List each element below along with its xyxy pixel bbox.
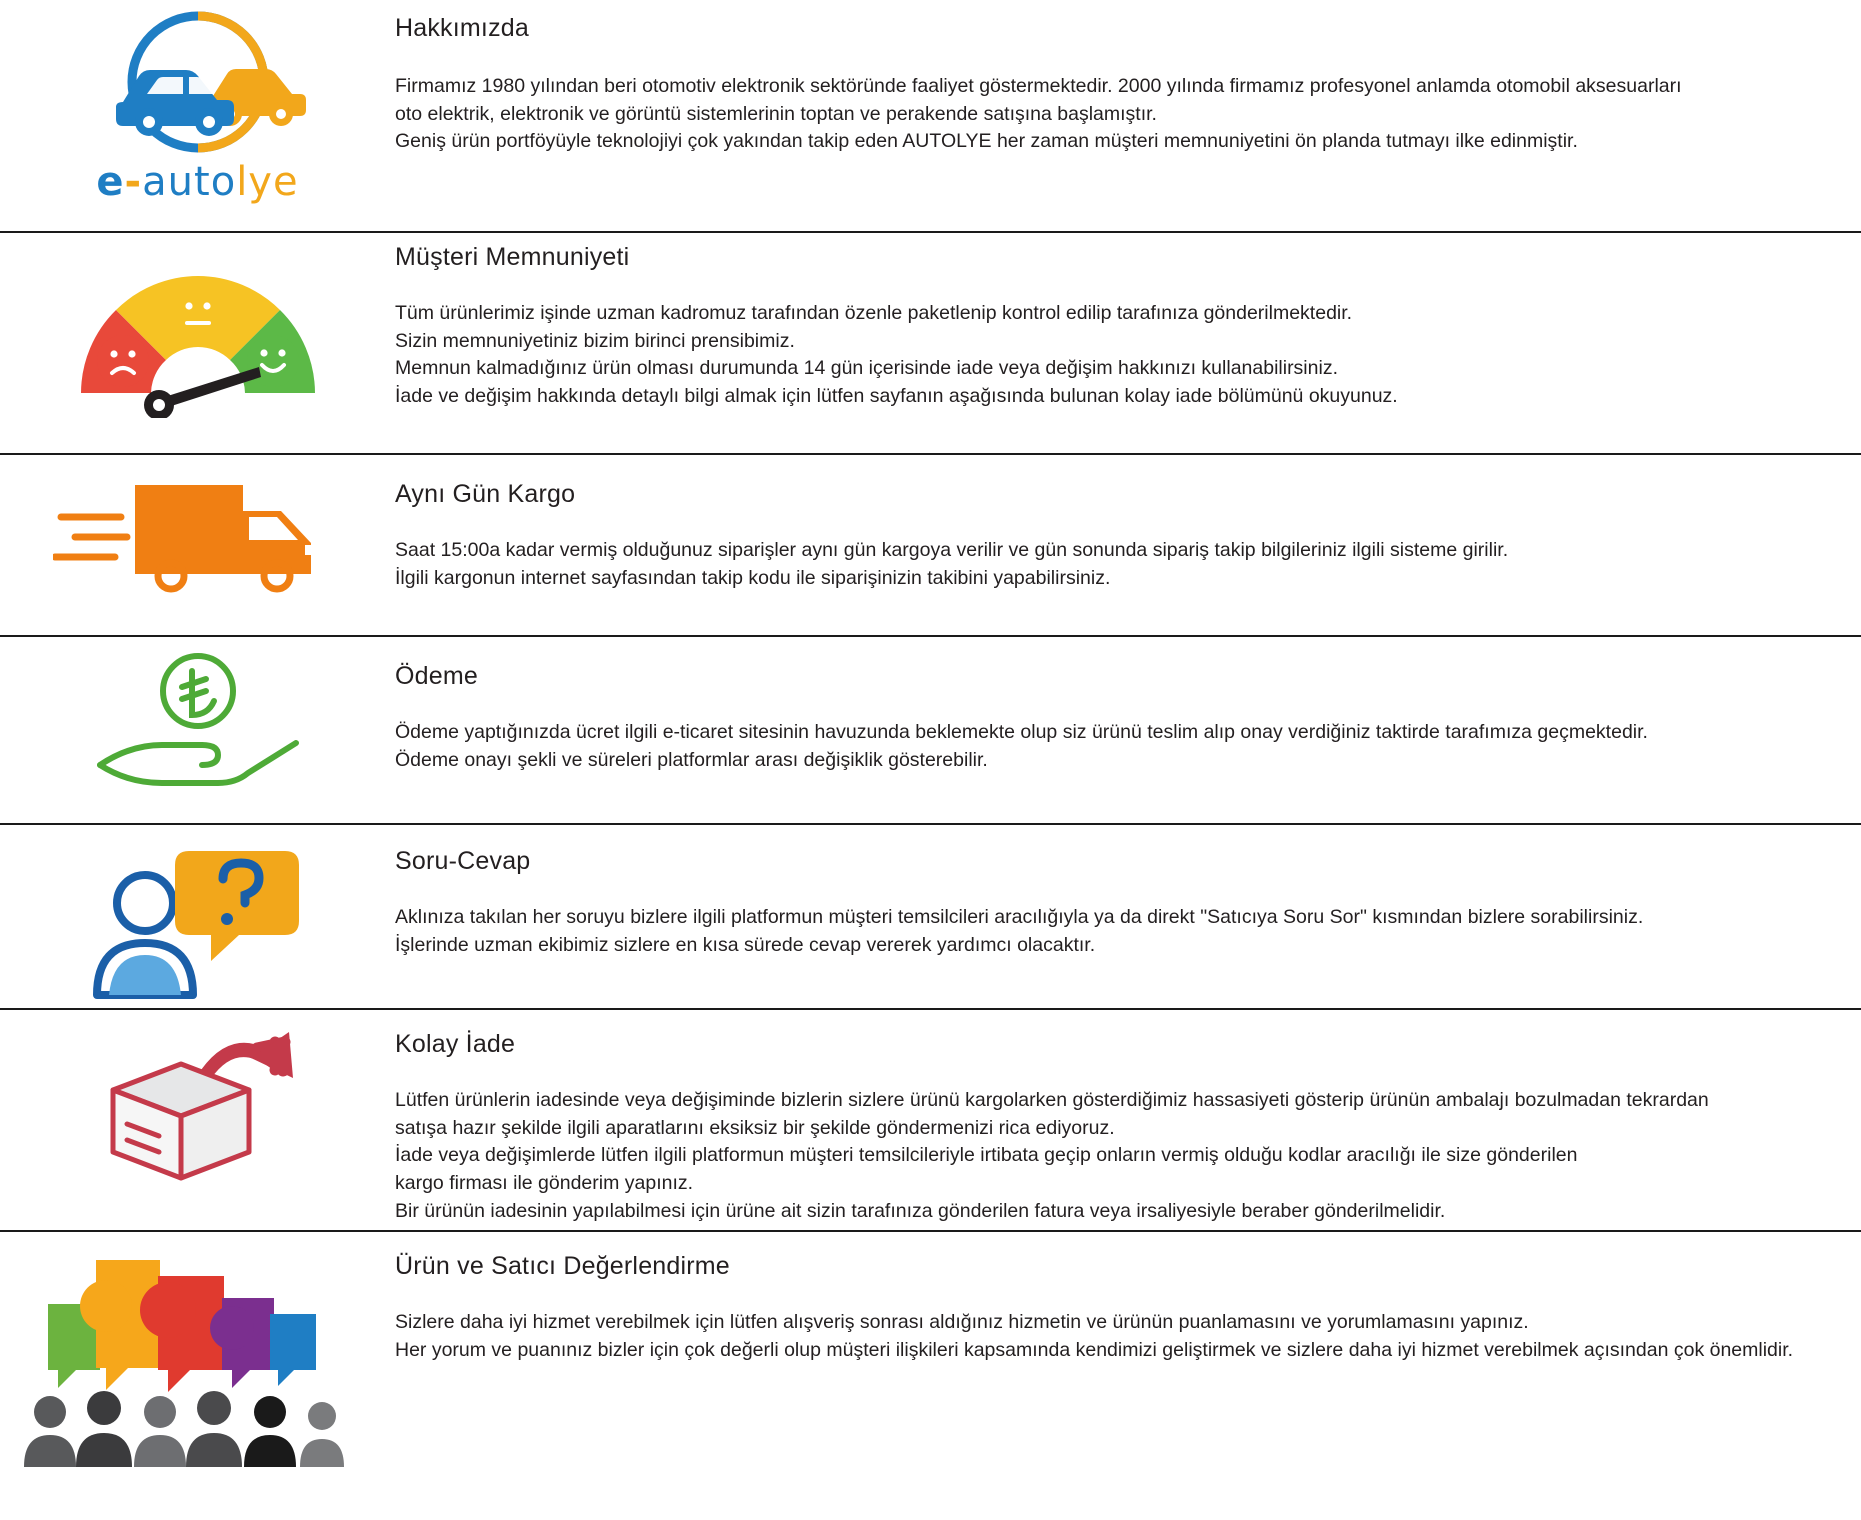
section-kolay-iade bbox=[0, 1010, 1861, 1232]
section-text-hakkimizda bbox=[395, 0, 1861, 156]
section-title: Ödeme bbox=[395, 662, 478, 690]
brand-e: e bbox=[96, 159, 125, 205]
paragraph-line: Geniş ürün portföyüyle teknolojiyi çok yakından takip eden AUTOLYE her zaman müşteri memnuniyetini ön planda tutmayı ilke edinmiştir. bbox=[395, 130, 1578, 153]
paragraph-line: satışa hazır şekilde ilgili aparatlarını eksiksiz bir şekilde göndermenizi rica ediyoruz. bbox=[395, 1116, 1115, 1139]
section-body bbox=[395, 1309, 1821, 1364]
payment-icon-wrap bbox=[0, 637, 395, 802]
paragraph-line: İade ve değişim hakkında detaylı bilgi almak için lütfen sayfanın aşağısında bulunan kolay iade bölümünü okuyunuz. bbox=[395, 385, 1398, 408]
brand-wordmark bbox=[96, 159, 298, 205]
section-body bbox=[395, 300, 1821, 411]
paragraph-line: kargo firması ile gönderim yapınız. bbox=[395, 1172, 694, 1195]
paragraph-line: Her yorum ve puanınız bizler için çok değerli olup müşteri ilişkileri kapsamında kendimizi geliştirmek ve sizlere daha iyi hizmet verebilmek açısından çok önemlidir. bbox=[395, 1338, 1794, 1361]
section-ayni-gun-kargo bbox=[0, 455, 1861, 637]
paragraph-line: Sizin memnuniyetiniz bizim birinci prensibimiz. bbox=[395, 329, 795, 352]
section-odeme bbox=[0, 637, 1861, 825]
section-body bbox=[395, 1087, 1821, 1225]
satisfaction-gauge-icon bbox=[63, 243, 333, 418]
section-title: Hakkımızda bbox=[395, 14, 529, 42]
section-musteri-memnuniyeti bbox=[0, 233, 1861, 455]
section-title: Aynı Gün Kargo bbox=[395, 480, 576, 508]
section-text-ayni-gun-kargo bbox=[395, 455, 1861, 592]
section-text-urun-satici-degerlendirme bbox=[395, 1232, 1861, 1364]
brand-lye: lye bbox=[236, 159, 299, 205]
car-logo-icon bbox=[73, 10, 323, 165]
section-text-musteri-memnuniyeti bbox=[395, 233, 1861, 411]
question-answer-person-icon bbox=[83, 835, 313, 1010]
paragraph-line: oto elektrik, elektronik ve görüntü sistemlerinin toptan ve perakende satışına başlamıştır. bbox=[395, 102, 1157, 125]
return-box-arrow-icon bbox=[83, 1020, 313, 1190]
section-title: Ürün ve Satıcı Değerlendirme bbox=[395, 1252, 730, 1280]
paragraph-line: Bir ürünün iadesinin yapılabilmesi için ürüne ait sizin tarafınıza gönderilen fatura veya irsaliyesiyle beraber gönderilmelidir. bbox=[395, 1199, 1446, 1222]
section-text-soru-cevap bbox=[395, 825, 1861, 959]
section-title: Soru-Cevap bbox=[395, 847, 531, 875]
paragraph-line: Tüm ürünlerimiz işinde uzman kadromuz tarafından özenle paketlenip kontrol edilip tarafınıza gönderilmektedir. bbox=[395, 302, 1353, 324]
satisfaction-icon-wrap bbox=[0, 233, 395, 428]
section-body bbox=[395, 904, 1821, 959]
delivery-truck-icon bbox=[53, 465, 343, 595]
cargo-icon-wrap bbox=[0, 455, 395, 605]
paragraph-line: Sizlere daha iyi hizmet verebilmek için lütfen alışveriş sonrası aldığınız hizmetin ve ürünün puanlamasını ve yorumlamasını yapınız. bbox=[395, 1311, 1529, 1333]
paragraph-line: Firmamız 1980 yılından beri otomotiv elektronik sektöründe faaliyet göstermektedir. 2000 yılında firmamız profesyonel anlamda otomobil aksesuarları bbox=[395, 75, 1682, 97]
qa-icon-wrap bbox=[0, 825, 395, 1020]
paragraph-line: Lütfen ürünlerin iadesinde veya değişiminde bizlerin sizlere ürünü kargolarken gösterdiğimiz hassasiyeti gösterip ürünün ambalajı bozulmadan tekrardan bbox=[395, 1089, 1709, 1111]
section-text-kolay-iade bbox=[395, 1010, 1861, 1225]
section-text-odeme bbox=[395, 637, 1861, 774]
section-body bbox=[395, 719, 1821, 774]
brand-auto: auto bbox=[142, 159, 237, 205]
paragraph-line: İşlerinde uzman ekibimiz sizlere en kısa sürede cevap vererek yardımcı olacaktır. bbox=[395, 933, 1096, 956]
lira-payment-hand-icon bbox=[88, 647, 308, 792]
brand-logo bbox=[0, 0, 395, 215]
review-icon-wrap bbox=[0, 1232, 395, 1482]
paragraph-line: Ödeme onayı şekli ve süreleri platformlar arası değişiklik gösterebilir. bbox=[395, 748, 988, 771]
paragraph-line: Memnun kalmadığınız ürün olması durumunda 14 gün içerisinde iade veya değişim hakkınızı kullanabilirsiniz. bbox=[395, 357, 1338, 380]
paragraph-line: Ödeme yaptığınızda ücret ilgili e-ticaret sitesinin havuzunda beklemekte olup siz ürünü teslim alıp onay verdiğiniz taktirde tarafımıza geçmektedir. bbox=[395, 721, 1648, 743]
section-title: Müşteri Memnuniyeti bbox=[395, 243, 630, 271]
paragraph-line: İlgili kargonun internet sayfasından takip kodu ile siparişinizin takibini yapabilirsiniz. bbox=[395, 566, 1111, 589]
paragraph-line: Saat 15:00a kadar vermiş olduğunuz siparişler aynı gün kargoya verilir ve gün sonunda sipariş takip bilgileriniz ilgili sisteme girilir. bbox=[395, 539, 1509, 561]
paragraph-line: Aklınıza takılan her soruyu bizlere ilgili platformun müşteri temsilcileri aracılığıyla ya da direkt "Satıcıya Soru Sor" kısmından bizlere sorabilirsiniz. bbox=[395, 906, 1644, 928]
section-title: Kolay İade bbox=[395, 1030, 516, 1058]
return-icon-wrap bbox=[0, 1010, 395, 1200]
speech-bubbles-people-icon bbox=[18, 1242, 378, 1472]
section-hakkimizda bbox=[0, 0, 1861, 233]
section-urun-satici-degerlendirme bbox=[0, 1232, 1861, 1520]
brand-dash: - bbox=[124, 159, 143, 205]
paragraph-line: İade veya değişimlerde lütfen ilgili platformun müşteri temsilcileriyle irtibata geçip onların vermiş olduğu kodlar aracılığı ile size gönderilen bbox=[395, 1144, 1578, 1167]
section-soru-cevap bbox=[0, 825, 1861, 1010]
section-body bbox=[395, 537, 1821, 592]
section-body bbox=[395, 73, 1821, 156]
